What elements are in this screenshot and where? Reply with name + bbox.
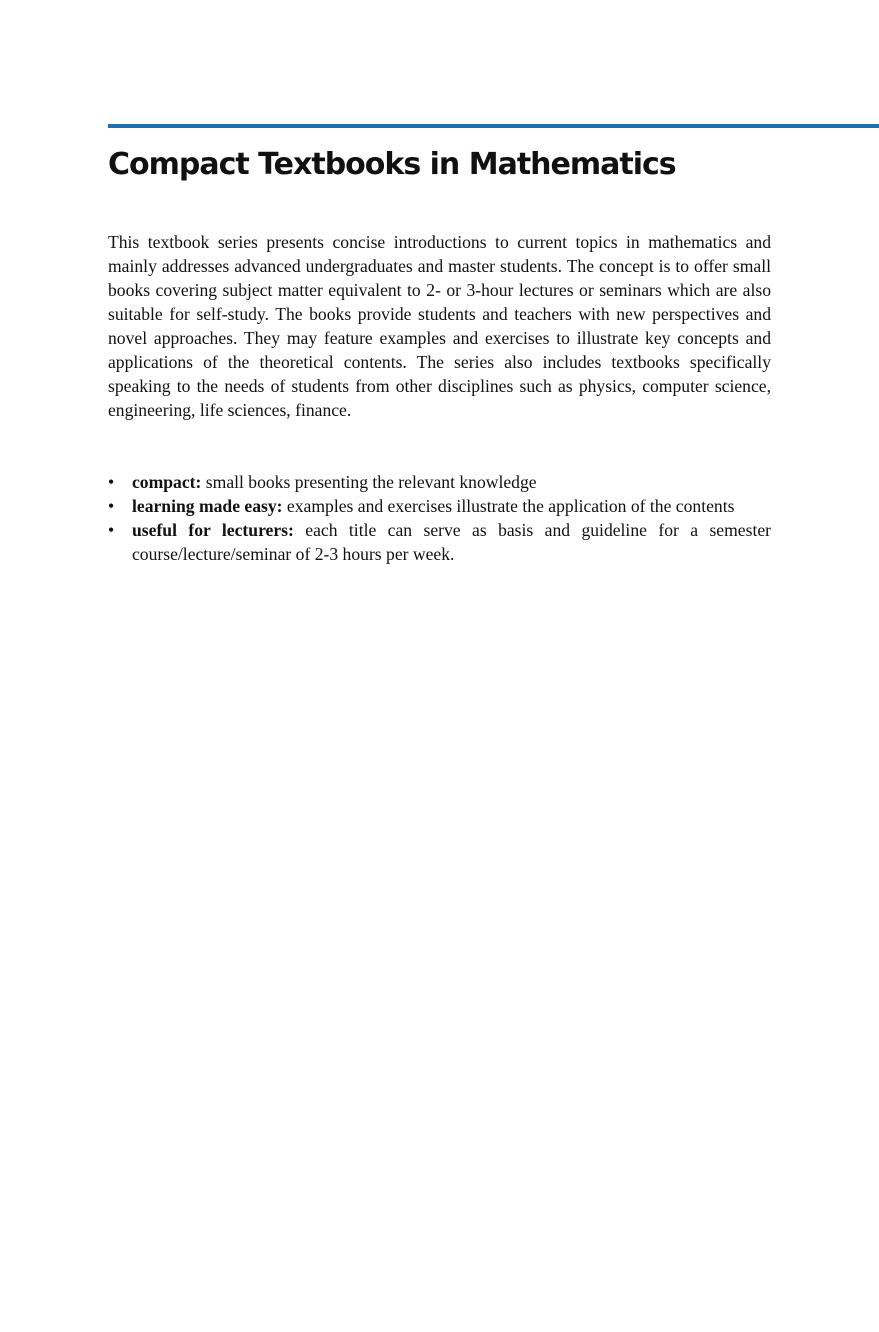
feature-term: learning made easy: xyxy=(132,496,287,516)
feature-text: examples and exercises illustrate the application of the contents xyxy=(286,496,735,516)
series-description: This textbook series presents concise introductions to current topics in mathematics and mainly addresses advanced undergraduates and master students. The concept is to offer small books covering subject matter equivalent to 2- or 3-hour lectures or seminars which are also suitable for self-study. The books provide students and teachers with new perspectives and novel approaches. They may feature examples and exercises to illustrate key concepts and applications of the theoretical contents. The series also includes textbooks specifically speaking to the needs of students from other disciplines such as physics, computer science, engineering, life sciences, finance. xyxy=(108,232,771,420)
bullet-icon: • xyxy=(108,496,115,516)
feature-term: compact: xyxy=(132,472,206,492)
feature-text: small books presenting the relevant knowledge xyxy=(205,472,537,492)
feature-item-compact xyxy=(108,470,771,494)
feature-term: useful for lecturers: xyxy=(132,520,306,540)
feature-item-useful-for-lecturers xyxy=(108,518,771,566)
bullet-icon: • xyxy=(108,520,115,540)
feature-item-learning-made-easy xyxy=(108,494,771,518)
series-title: Compact Textbooks in Mathematics xyxy=(108,147,676,182)
feature-text: each title can serve as basis and guideline for a semester course/lecture/seminar of 2-3 hours per week. xyxy=(132,520,772,564)
header-rule xyxy=(108,124,879,128)
feature-list xyxy=(108,470,771,566)
bullet-icon: • xyxy=(108,472,115,492)
